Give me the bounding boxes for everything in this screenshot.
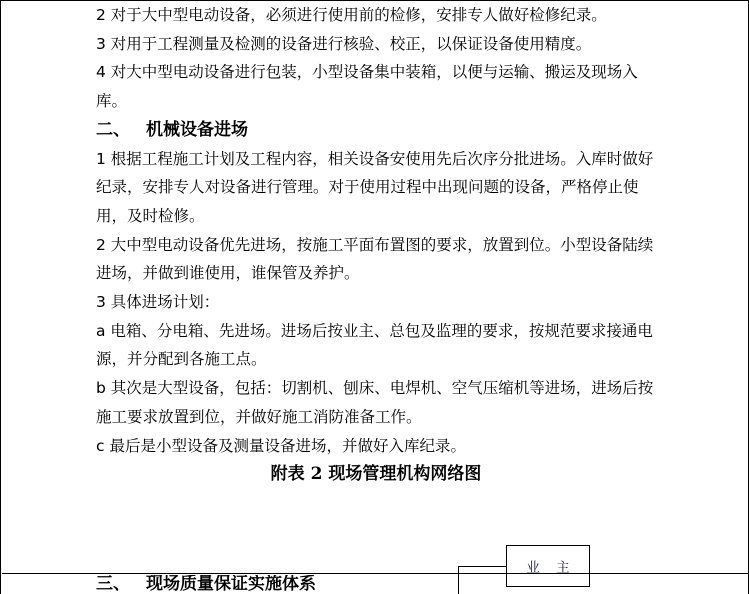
paragraph-entry-2: 2 大中型电动设备优先进场，按施工平面布置图的要求，放置到位。小型设备陆续进场，并做到谁使用，谁保管及养护。 — [96, 235, 654, 283]
section-heading-three-clipped — [96, 575, 656, 594]
org-node-owner-label: 业 主 — [526, 560, 576, 576]
paragraph-entry-b: b 其次是大型设备，包括：切割机、刨床、电焊机、空气压缩机等进场，进场后按施工要求放置到位，并做好施工消防准备工作。 — [96, 379, 654, 426]
paragraph-item-4: 4 对大中型电动设备进行包装，小型设备集中装箱，以便与运输、搬运及现场入库。 — [96, 63, 638, 111]
paragraph-item-3: 3 对用于工程测量及检测的设备进行核验、校正，以保证设备使用精度。 — [96, 34, 592, 53]
bottom-section-title: 现场质量保证实施体系 — [146, 575, 316, 594]
document-body — [96, 1, 656, 489]
paragraph-entry-a: a 电箱、分电箱、先进场。进场后按业主、总包及监理的要求，按规范要求接通电源，并分配到各施工点。 — [96, 321, 653, 369]
org-chart-connector-horizontal — [458, 566, 507, 567]
section-number: 二、 — [96, 119, 130, 140]
bottom-section-number: 三、 — [96, 575, 130, 594]
paragraph-entry-3: 3 具体进场计划： — [96, 293, 220, 312]
figure-title: 附表 2 现场管理机构网络图 — [270, 464, 482, 485]
paragraph-item-2: 2 对于大中型电动设备，必须进行使用前的检修，安排专人做好检修纪录。 — [96, 6, 607, 24]
paragraph-entry-c: c 最后是小型设备及测量设备进场，并做好入库纪录。 — [96, 436, 466, 455]
paragraph-entry-1: 1 根据工程施工计划及工程内容，相关设备安使用先后次序分批进场。入库时做好纪录，安排专人对设备进行管理。对于使用过程中出现问题的设备，严格停止使用，及时检修。 — [96, 149, 654, 225]
page-footer-rule — [2, 573, 749, 574]
section-heading-two — [96, 116, 656, 145]
section-title: 机械设备进场 — [146, 119, 248, 140]
